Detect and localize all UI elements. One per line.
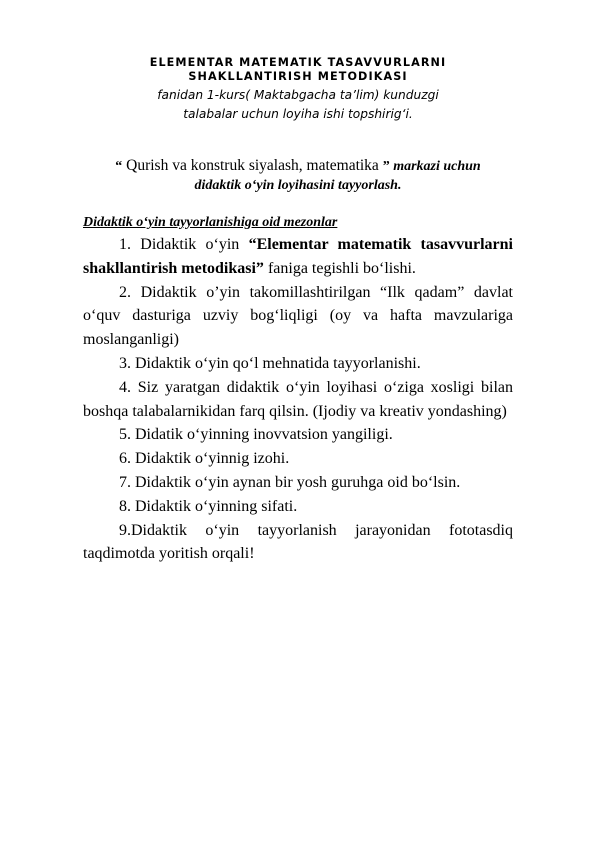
criteria-item-8: 8. Didaktik o‘yinning sifati. [119, 497, 298, 515]
document-title-line1: ELEMENTAR MATEMATIK TASAVVURLARNI [149, 56, 447, 69]
criteria-item-1-pre: 1. Didaktik o‘yin [119, 236, 249, 253]
criteria-item-6: 6. Didaktik o‘yinnig izohi. [119, 450, 290, 468]
task-suffix: markazi uchun [389, 159, 481, 174]
criteria-item-2: 2. Didaktik o’yin takomillashtirilgan “Ilk qadam” davlat o‘quv dasturiga uzviy bog‘liqligi (oy va hafta mavzulariga moslanganligi) [83, 283, 513, 349]
task-heading-line2 [0, 176, 596, 195]
criteria-title: Didaktik o‘yin tayyorlanishiga oid mezonlar [83, 215, 338, 230]
criteria-item-7: 7. Didaktik o‘yin aynan bir yosh guruhga oid bo‘lsin. [119, 473, 461, 491]
criteria-item-3: 3. Didaktik o‘yin qo‘l mehnatida tayyorlanishi. [119, 354, 421, 372]
criteria-item-9: 9.Didaktik o‘yin tayyorlanish jarayonidan fototasdiq taqdimotda yoritish orqali! [83, 521, 513, 563]
task-heading-line1 [0, 157, 596, 176]
criteria-list [83, 233, 513, 566]
criteria-item-1-post: faniga tegishli bo‘lishi. [263, 259, 416, 277]
criteria-item-1-subject: “Elementar matematik tasavvurlarni shakllantirish metodikasi” [83, 236, 514, 277]
close-quote: ” [382, 159, 390, 174]
task-topic: Qurish va konstruk siyalash, matematika [122, 157, 383, 174]
criteria-item-1 [83, 233, 513, 281]
document-subtitle-line2: talabalar uchun loyiha ishi topshirig‘i. [183, 107, 413, 121]
document-title-line2: SHAKLLANTIRISH METODIKASI [188, 70, 408, 83]
document-subtitle-line1: fanidan 1-kurs( Maktabgacha ta’lim) kunduzgi [157, 88, 439, 102]
criteria-item-4: 4. Siz yaratgan didaktik o‘yin loyihasi o‘ziga xosligi bilan boshqa talabalarnikidan farq qilsin. (Ijodiy va kreativ yondashing) [83, 378, 513, 420]
task-heading-line2-text: didaktik o‘yin loyihasini tayyorlash. [194, 178, 402, 193]
criteria-item-5: 5. Didatik o‘yinning inovvatsion yangiligi. [119, 426, 393, 444]
open-quote: “ [115, 159, 123, 174]
